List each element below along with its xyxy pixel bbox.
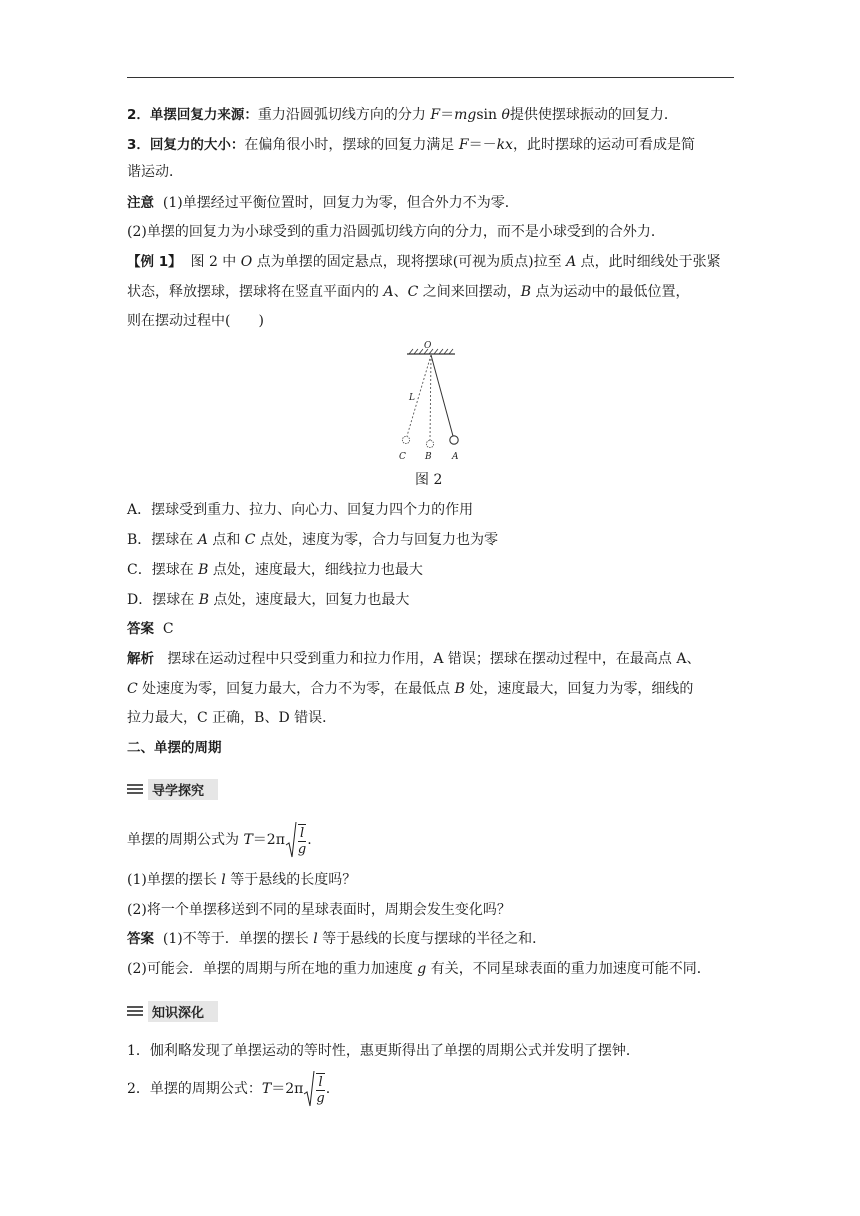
text: 点为运动中的最低位置，	[531, 284, 690, 300]
text: 点处，速度为零，合力与回复力也为零	[255, 532, 498, 548]
answer-2-line-1	[127, 930, 546, 948]
restoring-force-magnitude	[127, 136, 695, 154]
fraction	[298, 824, 306, 857]
label-O: O	[424, 341, 432, 351]
var: l	[221, 872, 226, 888]
figure-caption: 图 2	[415, 472, 443, 488]
example-line-2	[127, 283, 690, 301]
radical-sign	[303, 1070, 315, 1108]
analysis-line-3: 拉力最大，C 正确，B、D 错误．	[127, 710, 337, 726]
var: A	[197, 532, 208, 548]
answer-value: C	[162, 621, 174, 637]
text: 等于悬线的长度与摆球的半径之和．	[317, 931, 547, 947]
text: 点处，速度最大，回复力也最大	[208, 592, 410, 608]
text: (1)不等于．单摆的摆长	[162, 931, 314, 947]
item-label: 2．单摆回复力来源：	[127, 107, 258, 123]
text: (1)单摆经过平衡位置时，回复力为零，但合外力不为零．	[162, 195, 519, 211]
string-A	[431, 355, 453, 436]
var: A	[566, 254, 577, 270]
label-L: L	[409, 393, 415, 403]
text: 、	[393, 284, 408, 300]
text: ＝－	[468, 137, 497, 153]
text: 点为单摆的固定悬点，现将摆球(可视为质点)拉至	[252, 254, 567, 270]
label-B: B	[425, 452, 432, 462]
restoring-force-source	[127, 106, 678, 124]
bob-C	[402, 436, 409, 443]
answer-label: 答案	[127, 931, 154, 947]
label-C: C	[399, 452, 406, 462]
option-d	[127, 591, 409, 609]
text: 图 2 中	[190, 254, 241, 270]
text: 单摆的周期公式为	[127, 832, 244, 848]
pendulum-figure	[395, 338, 465, 464]
header-rule	[127, 77, 734, 78]
var-theta: θ	[501, 107, 510, 123]
answer-1	[127, 620, 174, 638]
var: C	[407, 284, 419, 300]
option-b	[127, 531, 498, 549]
denominator: g	[297, 841, 307, 857]
sqrt-expression	[285, 821, 307, 859]
example-line-1	[127, 253, 721, 271]
option-c	[127, 561, 423, 579]
var: A	[383, 284, 394, 300]
list-icon	[127, 782, 143, 796]
text: 2．单摆的周期公式：	[127, 1081, 262, 1097]
list-icon	[127, 1004, 143, 1018]
example-line-3: 则在摆动过程中( )	[127, 313, 264, 329]
var-F: F	[430, 107, 441, 123]
knowledge-1: 1．伽利略发现了单摆运动的等时性，惠更斯得出了单摆的周期公式并发明了摆钟．	[127, 1043, 640, 1059]
text: ，此时摆球的运动可看成是简	[512, 137, 695, 153]
note-line-1	[127, 194, 519, 212]
text: B．摆球在	[127, 532, 198, 548]
text: D．摆球在	[127, 592, 199, 608]
bob-B	[426, 440, 433, 447]
numerator: l	[299, 825, 305, 841]
example-label: 【例 1】	[127, 254, 182, 270]
analysis-line-2	[127, 680, 693, 698]
text: 点，此时细线处于张紧	[576, 254, 721, 270]
var-kx: kx	[496, 137, 513, 153]
var-mg: mg	[454, 107, 477, 123]
var: C	[244, 532, 256, 548]
numerator: l	[318, 1074, 323, 1090]
var: B	[198, 592, 209, 608]
var: B	[198, 562, 209, 578]
var: B	[454, 681, 465, 697]
text: sin	[476, 107, 502, 123]
bob-A	[450, 436, 458, 444]
text: 处，速度最大，回复力为零，细线的	[464, 681, 694, 697]
analysis-line-1	[127, 650, 700, 668]
text: 在偏角很小时，摆球的回复力满足	[244, 137, 459, 153]
section-title: 二、单摆的周期	[127, 740, 222, 756]
radical-sign	[285, 821, 297, 859]
var: B	[520, 284, 532, 300]
item-label: 3．回复力的大小：	[127, 137, 245, 153]
var-T: T	[243, 832, 253, 848]
text: 有关，不同星球表面的重力加速度可能不同．	[426, 961, 711, 977]
note-label: 注意	[127, 195, 154, 211]
answer-label: 答案	[127, 621, 154, 637]
text: 之间来回摆动，	[418, 284, 521, 300]
question-2: (2)将一个单摆移送到不同的星球表面时，周期会发生变化吗？	[127, 902, 511, 918]
var-T: T	[261, 1081, 272, 1097]
restoring-force-magnitude-cont: 谐运动．	[127, 164, 183, 180]
answer-2-line-2	[127, 960, 711, 978]
var: O	[240, 254, 253, 270]
explore-label: 导学探究	[148, 779, 218, 800]
text: 点和	[207, 532, 245, 548]
option-a: A．摆球受到重力、拉力、向心力、回复力四个力的作用	[127, 502, 474, 518]
text: ＝2π	[271, 1081, 304, 1097]
text: 摆球在运动过程中只受到重力和拉力作用，A 错误；摆球在摆动过程中，在最高点 A、	[167, 651, 701, 667]
text: 等于悬线的长度吗？	[225, 872, 357, 888]
var: g	[417, 961, 427, 977]
text: 处速度为零，回复力最大，合力不为零，在最低点	[137, 681, 455, 697]
text: (2)可能会．单摆的周期与所在地的重力加速度	[127, 961, 418, 977]
deepen-label: 知识深化	[148, 1001, 218, 1022]
fraction	[316, 1073, 324, 1106]
string-B	[430, 355, 431, 440]
period-formula-intro	[127, 821, 312, 859]
text: 点处，速度最大，细线拉力也最大	[208, 562, 423, 578]
text: 状态，释放摆球，摆球将在竖直平面内的	[127, 284, 384, 300]
denominator: g	[316, 1090, 325, 1106]
analysis-label: 解析	[127, 651, 154, 667]
text: C．摆球在	[127, 562, 199, 578]
var: l	[313, 931, 318, 947]
text: .	[307, 832, 312, 848]
var: C	[127, 681, 138, 697]
explore-header	[127, 779, 218, 799]
text: ＝2π	[252, 832, 285, 848]
text: .	[325, 1081, 331, 1097]
var-F: F	[458, 137, 469, 153]
question-1	[127, 871, 356, 889]
text: 重力沿圆弧切线方向的分力	[257, 107, 431, 123]
deepen-header	[127, 1001, 218, 1021]
note-line-2: (2)单摆的回复力为小球受到的重力沿圆弧切线方向的分力，而不是小球受到的合外力．	[127, 224, 665, 240]
sqrt-expression	[303, 1070, 325, 1108]
knowledge-2	[127, 1070, 330, 1108]
label-A: A	[452, 452, 459, 462]
text: ＝	[440, 107, 455, 123]
text: (1)单摆的摆长	[127, 872, 222, 888]
text: 提供使摆球振动的回复力．	[509, 107, 678, 123]
